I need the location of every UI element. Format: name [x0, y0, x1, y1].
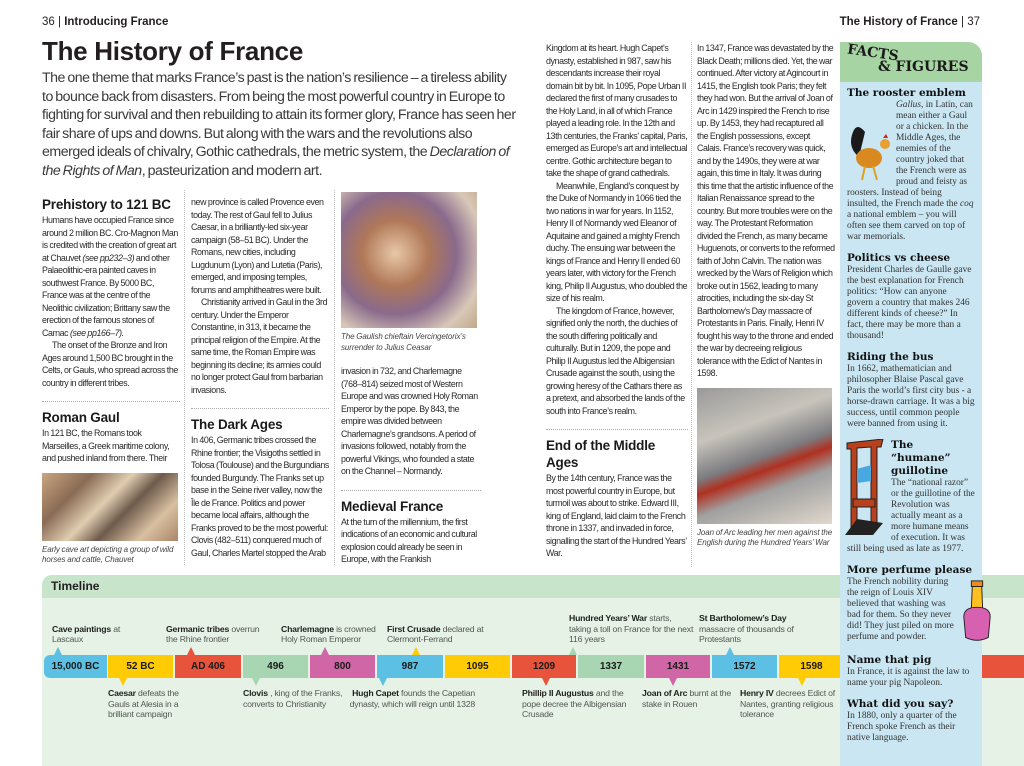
fact-text: In 1880, only a quarter of the French spoke French as their native language. [847, 711, 957, 743]
paragraph: new province is called Provence even today. The rest of Gaul fell to Julius Caesar, in a brilliantly-led six-year campaign (58–51 BC). Under the Romans, new cities, including Lugdunum (Lyon) and Lutetia (Paris), emerged, and imposing temples, forums and amphitheatres were built. [191, 197, 324, 295]
timeline-event [522, 688, 632, 720]
timeline-marker [569, 647, 577, 655]
fact-rooster [847, 87, 975, 243]
heading-end-middle-ages: End of the Middle Ages [546, 438, 656, 470]
page-title: The History of France [42, 36, 303, 66]
timeline-marker [542, 678, 550, 686]
column-1 [42, 196, 180, 572]
heading-medieval-france: Medieval France [341, 498, 444, 514]
divider [42, 401, 180, 402]
timeline-marker [54, 647, 62, 655]
event-description: starts, taking a toll on France for the next 116 years [569, 613, 694, 645]
event-description: overrun the Rhine frontier [166, 623, 260, 645]
timeline-marker [379, 678, 387, 686]
fact-bus [847, 351, 975, 430]
fact-heading: The “humane” guillotine [891, 439, 951, 477]
fact-heading: Name that pig [847, 654, 932, 666]
event-description: founds the Capetian dynasty, which will reign until 1328 [349, 688, 475, 709]
event-description: and the pope decree the Albigensian Crusade [522, 688, 627, 720]
fact-cheese [847, 252, 975, 342]
fact-text: In France, it is against the law to name your pig Napoleon. [847, 667, 970, 688]
event-title: Hundred Years’ War [569, 613, 647, 624]
paragraph: Meanwhile, England’s conquest by the Duke of Normandy in 1066 tied the two nations in war for years. In 1152, Henry II of Normandy wed Eleanor of Aquitaine and gained a mighty French duchy. The ensuing war between the kings of France and Henry II ended 60 years later, with victory for the French king, Philip II Augustus, who doubled the size of his realm. [546, 180, 688, 303]
fact-text: The “national razor” or the guillotine of the Revolution was actually meant as a more humane means of execution. It was still being used as late as 1977. [847, 478, 975, 554]
fact-heading: The rooster emblem [847, 87, 966, 99]
event-description: is crowned Holy Roman Emperor [281, 623, 376, 645]
paragraph: The onset of the Bronze and Iron Ages around 1,500 BC brought in the Celts, or Gauls, who spread across the country in different tribes. [42, 340, 178, 388]
timeline-title: Timeline [42, 575, 1024, 598]
fact-heading: Politics vs cheese [847, 252, 951, 264]
event-title: Joan of Arc [642, 688, 688, 698]
timeline-event [243, 688, 355, 709]
caption: Early cave art depicting a group of wild horses and cattle, Chauvet [42, 544, 174, 564]
fact-text: President Charles de Gaulle gave the best explanation for French politics: “How can anyone govern a country that makes 246 different kinds of cheese?” In fact, there may be more than a thousand! [847, 265, 972, 341]
event-description: declared at Clermont-Ferrand [387, 623, 484, 645]
timeline-marker [726, 647, 734, 655]
event-title: Cave paintings [52, 623, 111, 634]
divider [191, 408, 329, 409]
column-divider [691, 42, 692, 567]
timeline-segment: 987 [377, 655, 443, 678]
timeline-segment: 1431 [646, 655, 710, 678]
timeline-event [569, 613, 695, 645]
event-title: Hugh Capet [352, 688, 399, 698]
column-divider [334, 190, 335, 565]
timeline-event [52, 624, 152, 645]
event-description: massacre of thousands of Protestants [699, 623, 794, 645]
timeline-segment: 52 BC [108, 655, 173, 678]
column-4 [546, 42, 688, 572]
timeline-marker [798, 678, 806, 686]
timeline-segment: 1209 [512, 655, 576, 678]
timeline-segment: 1598 [779, 655, 844, 678]
timeline-segment: 15,000 BC [44, 655, 107, 678]
section-title: Introducing France [64, 16, 169, 28]
fact-heading: What did you say? [847, 698, 954, 710]
facts-title: & FIGURES [878, 59, 969, 75]
column-2 [191, 196, 329, 572]
event-description: , king of the Franks, converts to Christianity [243, 688, 343, 709]
divider [546, 429, 688, 430]
timeline-marker [669, 678, 677, 686]
heading-roman-gaul: Roman Gaul [42, 410, 120, 425]
paragraph: Christianity arrived in Gaul in the 3rd century. Under the Emperor Constantine, in 313, it became the principal religion of the Empire. At the same time, the Roman Empire was beginning its decline; its armies could no longer protect Gaul from barbarian invasions. [191, 297, 328, 395]
fact-text: In 1662, mathematician and philosopher Blaise Pascal gave Paris the world’s first city bus - a horse-drawn carriage. It was a big success, until common people were banned from using it. [847, 364, 975, 429]
timeline-marker [119, 678, 127, 686]
timeline-event [642, 688, 736, 709]
event-title: Henry IV [740, 688, 774, 698]
fact-heading: Riding the bus [847, 351, 934, 363]
timeline-event [740, 688, 840, 720]
timeline-segment: 1095 [445, 655, 510, 678]
timeline-segment: AD 406 [175, 655, 241, 678]
event-title: Charlemagne [281, 623, 334, 634]
rooster-icon [847, 122, 892, 184]
caption: The Gaulish chieftain Vercingetorix’s surrender to Julius Ceasar [341, 332, 466, 352]
event-title: Caesar [108, 688, 136, 698]
facts-title: FACTS [846, 41, 900, 65]
event-description: at Lascaux [52, 623, 121, 645]
caption: Joan of Arc leading her men against the English during the Hundred Years’ War [697, 527, 833, 547]
event-description: burnt at the stake in Rouen [642, 688, 732, 709]
fact-text: The French nobility during the reign of Louis XIV believed that washing was bad for them. So they never did! They just piled on more perfume and powder. [847, 577, 954, 642]
event-title: Phillip II Augustus [522, 688, 594, 698]
event-title: Clovis [243, 688, 268, 698]
facts-list [840, 82, 982, 744]
timeline-event [108, 688, 200, 720]
section-title: The History of France [839, 16, 958, 28]
paragraph: invasion in 732, and Charlemagne (768–814) seized most of Western Europe and was crowned Holy Roman Emperor by the pope. By 843, the empire was divided between Charlemagne’s grandsons. A period of invasions followed, notably from the powerful Vikings, who founded a state on the Channel – Normandy. [341, 366, 478, 476]
timeline-segment: 496 [243, 655, 308, 678]
column-3 [341, 192, 481, 572]
vercingetorix-image [341, 192, 477, 328]
timeline-marker [321, 647, 329, 655]
timeline-event [347, 688, 475, 709]
heading-prehistory: Prehistory to 121 BC [42, 197, 171, 212]
fact-perfume [847, 564, 975, 645]
heading-dark-ages: The Dark Ages [191, 417, 283, 432]
joan-of-arc-image [697, 388, 832, 524]
perfume-bottle-icon [959, 579, 995, 645]
paragraph: Humans have occupied France since around 2 million BC. Cro-Magnon Man is credited with the creation of great art at Chauvet (see pp232–3) and other Palaeolithic-era painted caves in southwest France. By 5000 BC, France was at the centre of the Neolithic civilization; Brittany saw the erection of the famous stones of Carnac (see pp166–7). [42, 215, 178, 338]
left-folio: 36 | Introducing France [42, 16, 169, 28]
timeline-segment: 1572 [712, 655, 777, 678]
timeline-marker [252, 678, 260, 686]
timeline-event [699, 613, 819, 645]
facts-and-figures-sidebar [840, 42, 982, 766]
page-number: 36 [42, 16, 55, 28]
timeline-event [387, 624, 512, 645]
event-title: St Bartholomew’s Day [699, 613, 787, 624]
paragraph: The kingdom of France, however, signified only the north, the duchies of the south differing politically and culturally. But in 1209, the pope and Philip II Augustus led the Albigensian Crusade against the south, using the growing heresy of the Cathars there as a pretext, and absorbed the lands of the south into France’s realm. [546, 305, 685, 416]
paragraph: In 406, Germanic tribes crossed the Rhine frontier; the Visigoths settled in Tolosa (Toulouse) and the Burgundians founded Burgundy. The Franks set up base in the Seine river valley, now the Île de France. Politics and power became local affairs, although the Franks proved to be the most powerful: Clovis (482–511) conquered much of Gaul, Charles Martel stopped the Arab [191, 435, 329, 558]
timeline-marker [187, 647, 195, 655]
timeline-marker [412, 647, 420, 655]
fact-guillotine [847, 439, 975, 555]
event-title: First Crusade [387, 623, 441, 634]
column-5 [697, 42, 835, 572]
fact-language [847, 698, 975, 744]
paragraph: In 121 BC, the Romans took Marseilles, a Greek maritime colony, and pushed inland from there. Their [42, 428, 170, 463]
paragraph: In 1347, France was devastated by the Black Death; millions died. Yet, the war continued. After victory at Agincourt in 1415, the English took Paris; they felt they had won. But the arrival of Joan of Arc in 1429 inspired the French to rise up. By 1453, they had recaptured all the English possessions, except Calais. France’s recovery was quick, and by the 1490s, they were at war again, this time in Italy. It was during this time that the artistic influence of the Italian Renaissance spread to the country. But more troubles were on the way. The Protestant Reformation divided the French, as many became Huguenots, or converts to the reformed faith of John Calvin. The nation was wrecked by the Wars of Religion which broke out in 1562, leading to many atrocities, including the six-day St Bartholomew’s Day massacre of Protestants in Paris. Finally, Henri IV fought his way to the throne and ended the war by decreeing religious tolerance with the Edict of Nantes in 1598. [697, 43, 835, 378]
timeline-segment: 1337 [578, 655, 644, 678]
guillotine-icon [843, 439, 887, 537]
timeline-event [166, 624, 266, 645]
event-description: defeats the Gauls at Alesia in a brilliant campaign [108, 688, 179, 720]
event-description: decrees Edict of Nantes, granting religious tolerance [740, 688, 835, 720]
fact-pig [847, 654, 975, 689]
intro-paragraph: The one theme that marks France’s past is the nation’s resilience – a tireless ability to bounce back from disasters. From being the most powerful country in Europe to fighting for survival and then rebuilding to attain its former glory, France has seen her fair share of ups and downs. But along with the wars and the revolutions also emerged ideals of chivalry, Gothic cathedrals, the metric system, the Declaration of the Rights of Man, pasteurization and modern art. [42, 70, 516, 179]
right-folio: The History of France | 37 [839, 16, 980, 28]
facts-header [840, 42, 982, 82]
timeline-event [281, 624, 381, 645]
paragraph: By the 14th century, France was the most powerful country in Europe, but turmoil was about to strike. Edward III, king of England, laid claim to the French throne in 1337, and invaded in force, signalling the start of the Hundred Years’ War. [546, 473, 687, 558]
fact-text: Gallus, in Latin, can mean either a Gaul or a chicken. In the Middle Ages, the enemies of the country joked that the French were as proud and feisty as roosters. Instead of being insulted, the French made the coq a national emblem – you will often see them carved on top of war memorials. [847, 100, 974, 242]
paragraph: Kingdom at its heart. Hugh Capet’s dynasty, established in 987, saw his descendants increase their royal domain bit by bit. In 1095, Pope Urban II declared the first of many crusades to the Holy Land, in all of which France played a leading role. In the 12th and 13th centuries, the Franks’ capital, Paris, emerged as Europe’s art and intellectual centre. Gothic architecture began to take the shape of grand cathedrals. [546, 43, 688, 178]
page-number: 37 [967, 16, 980, 28]
paragraph: At the turn of the millennium, the first indications of an economic and cultural explosion could already be seen in Europe, with the Frankish [341, 516, 477, 564]
fact-heading: More perfume please [847, 564, 973, 576]
cave-art-image [42, 473, 178, 541]
divider [341, 490, 481, 491]
timeline-segment: 800 [310, 655, 375, 678]
event-title: Germanic tribes [166, 623, 230, 634]
column-divider [184, 190, 185, 565]
